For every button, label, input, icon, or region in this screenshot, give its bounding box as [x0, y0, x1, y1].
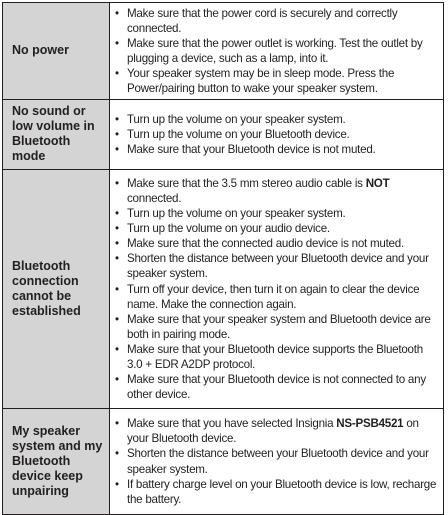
issue-label: No power: [12, 43, 69, 58]
bullet-icon: •: [115, 282, 119, 296]
troubleshooting-table: [2, 2, 444, 515]
list-item: [115, 6, 437, 36]
bullet-icon: •: [115, 373, 119, 387]
bullet-icon: •: [115, 477, 119, 491]
fix-list: [115, 416, 437, 507]
bullet-icon: •: [115, 447, 119, 461]
fixes-cell: [110, 99, 444, 169]
fix-text: Make sure that you have selected Insignia: [127, 417, 337, 431]
fix-list: [115, 112, 437, 157]
list-item: [115, 342, 437, 372]
list-item: [115, 372, 437, 402]
issue-label: No sound or low volume in Bluetooth mode: [12, 104, 95, 164]
bullet-icon: •: [115, 143, 119, 157]
list-item: [115, 236, 437, 251]
fix-text: Shorten the distance between your Bluetooth device and your speaker system.: [127, 447, 429, 476]
troubleshooting-table-container: [2, 2, 444, 507]
list-item: [115, 112, 437, 127]
fix-text: If battery charge level on your Bluetooth device is low, recharge the battery.: [127, 477, 437, 506]
list-item: [115, 36, 437, 66]
fix-text: connected.: [127, 191, 182, 205]
fix-text: Turn up the volume on your Bluetooth device.: [127, 128, 350, 142]
issue-label: My speaker system and my Bluetooth device keep unpairing: [12, 423, 103, 498]
fix-text-emphasis: NOT: [365, 176, 390, 190]
table-row: [3, 169, 444, 408]
fix-text: Make sure that the 3.5 mm stereo audio cable is: [127, 176, 366, 190]
bullet-icon: •: [115, 237, 119, 251]
table-row: [3, 408, 444, 514]
issue-cell: [3, 169, 110, 408]
fix-text: Your speaker system may be in sleep mode. Press the Power/pairing button to wake your speaker system.: [127, 67, 395, 96]
fix-text: Make sure that the power cord is securely and correctly connected.: [127, 7, 398, 36]
fix-text: on your Bluetooth device.: [127, 417, 419, 446]
list-item: [115, 221, 437, 236]
fix-text: Make sure that your Bluetooth device supports the Bluetooth 3.0 + EDR A2DP protocol.: [127, 342, 423, 371]
list-item: [115, 312, 437, 342]
list-item: [115, 142, 437, 157]
list-item: [115, 446, 437, 476]
fixes-cell: [110, 3, 444, 100]
bullet-icon: •: [115, 67, 119, 81]
fix-text: Turn up the volume on your speaker system.: [127, 207, 346, 221]
bullet-icon: •: [115, 342, 119, 356]
issue-cell: [3, 408, 110, 514]
bullet-icon: •: [115, 112, 119, 126]
list-item: [115, 66, 437, 96]
fix-text: Make sure that your Bluetooth device is not connected to any other device.: [127, 373, 426, 402]
fixes-cell: [110, 169, 444, 408]
table-row: [3, 99, 444, 169]
fix-list: [115, 6, 437, 97]
bullet-icon: •: [115, 312, 119, 326]
list-item: [115, 416, 437, 446]
fix-text: Turn off your device, then turn it on again to clear the device name. Make the connection again.: [127, 282, 420, 311]
list-item: [115, 176, 437, 206]
bullet-icon: •: [115, 417, 119, 431]
issue-cell: [3, 3, 110, 100]
list-item: [115, 206, 437, 221]
bullet-icon: •: [115, 252, 119, 266]
fix-text: Make sure that your Bluetooth device is not muted.: [127, 143, 376, 157]
bullet-icon: •: [115, 176, 119, 190]
fix-text-emphasis: NS-PSB4521: [336, 417, 404, 431]
fix-text: Make sure that the connected audio device is not muted.: [127, 237, 404, 251]
table-row: [3, 3, 444, 100]
list-item: [115, 282, 437, 312]
fixes-cell: [110, 408, 444, 514]
fix-text: Make sure that your speaker system and Bluetooth device are both in pairing mode.: [127, 312, 431, 341]
issue-label: Bluetooth connection cannot be established: [12, 258, 81, 318]
list-item: [115, 127, 437, 142]
bullet-icon: •: [115, 7, 119, 20]
bullet-icon: •: [115, 128, 119, 142]
list-item: [115, 477, 437, 507]
issue-cell: [3, 99, 110, 169]
fix-text: Make sure that the power outlet is working. Test the outlet by plugging a device, such as a lamp, into it.: [127, 37, 423, 66]
bullet-icon: •: [115, 37, 119, 51]
bullet-icon: •: [115, 207, 119, 221]
list-item: [115, 251, 437, 281]
fix-text: Turn up the volume on your audio device.: [127, 222, 330, 236]
bullet-icon: •: [115, 222, 119, 236]
fix-text: Shorten the distance between your Bluetooth device and your speaker system.: [127, 252, 429, 281]
fix-text: Turn up the volume on your speaker system.: [127, 112, 346, 126]
fix-list: [115, 176, 437, 402]
